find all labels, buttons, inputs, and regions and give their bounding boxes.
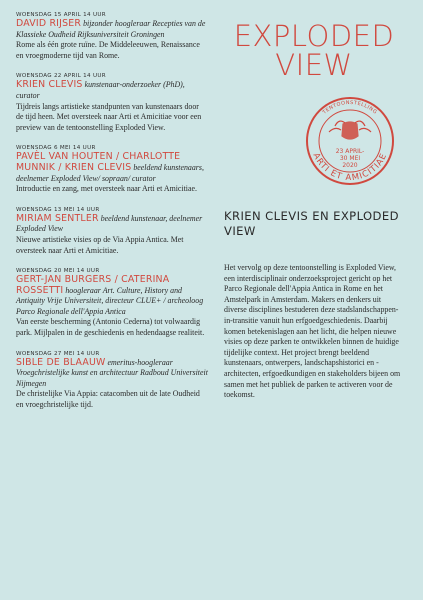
event-role: kunstenaar-onderzoeker (PhD), curator [16,80,185,100]
seal-arc-left: ARTI [310,151,332,175]
seal-date-line-3: 2020 [342,162,358,169]
event-item [16,11,208,61]
event-speaker: SIBLE DE BLAAUW [16,356,106,368]
event-date: WOENSDAG 6 MEI 14 UUR [16,145,96,152]
seal-date-line-1: 23 APRIL- [335,148,365,155]
event-speaker: PAVÈL VAN HOUTEN / CHARLOTTE MUNNIK / KRIEN CLEVIS [16,151,181,173]
event-speaker: GERT-JAN BURGERS / CATERINA ROSSETTI [16,274,170,296]
seal-arc-mid: ET [328,168,344,183]
body-text: Het vervolg op deze tentoonstelling is Exploded View, een interdisciplinair onderzoeksproject gericht op het Parco Regionale dell'Appia Antica in Rome en het Amstelpark in Amsterdam. Makers en denkers uit diverse disciplines bestuderen deze stadslandschappen-in-transitie vanuit hun erfgoedgeschiedenis. Daarbij komen betekenislagen aan het licht, die helpen nieuwe visies op deze parken te ontwikkelen binnen de huidige tijdelijke context. Het project brengt beeldend kunstenaars, ontwerpers, landschapshistorici en -architecten, erfgoedkundigen en stakeholders bijeen om samen met het publiek de parken te activeren voor de toekomst. [224,263,401,400]
event-date: WOENSDAG 13 MEI 14 UUR [16,206,100,213]
event-role: beeldend kunstenaar, deelnemer Exploded View [16,213,203,234]
seal-date-line-2: 30 MEI [339,155,361,162]
event-role: emeritus-hoogleraar Vroegchristelijke kunst en architectuur Radboud Universiteit Nijmegen [16,357,208,388]
page-title: EXPLODED VIEW [233,19,395,82]
event-description: Rome als één grote ruïne. De Middeleeuwen, Renaissance en vroegmoderne tijd van Rome. [16,40,200,60]
seal-top-text: TENTOONSTELLING [321,99,379,116]
event-description: Tijdreis langs artistieke standpunten van kunstenaars door de tijd heen. Met oversteek naar Arti et Amicitiae voor een preview van de tentoonstelling Exploded View. [16,101,202,132]
section-title: KRIEN CLEVIS EN EXPLODED VIEW [224,209,399,238]
seal-arc-right: AMICITIAE [345,151,390,184]
event-role: beeldend kunstenaars, deelnemer Exploded View/ sopraan/ curator [16,162,204,183]
event-item [16,350,208,411]
event-item [16,72,208,133]
bull-emblem-icon [329,121,371,139]
event-speaker: MIRIAM SENTLER [16,212,99,224]
event-date: WOENSDAG 15 APRIL 14 UUR [16,12,106,18]
event-description: De christelijke Via Appia: catacomben uit de late Oudheid en vroegchristelijke tijd. [16,389,200,410]
exhibition-seal [305,96,395,186]
event-list [16,11,208,422]
event-item [16,267,208,339]
event-description: Van eerste bescherming (Antonio Cederna) tot volwaardig park. Mijlpalen in de geschiedenis en hedendaagse realiteit. [16,317,205,338]
event-role: bijzonder hoogleraar Recepties van de Klassieke Oudheid Rijksuniversiteit Groningen [16,19,206,39]
event-date: WOENSDAG 22 APRIL 14 UUR [16,73,106,80]
event-speaker: DAVID RIJSER [16,18,82,29]
event-description: Introductie en zang, met oversteek naar Arti et Amicitiae. [16,184,197,194]
event-item [16,206,208,256]
event-role: hoogleraar Art. Culture, History and Antiquity Vrije Universiteit, directeur CLUE+ / archeoloog Parco Regionale dell'Appia Antica [16,285,204,316]
event-date: WOENSDAG 27 MEI 14 UUR [16,350,100,357]
event-date: WOENSDAG 20 MEI 14 UUR [16,268,100,275]
event-speaker: KRIEN CLEVIS [16,79,83,91]
event-description: Nieuwe artistieke visies op de Via Appia Antica. Met oversteek naar Arti et Amicitiae. [16,234,184,255]
event-item [16,144,208,194]
